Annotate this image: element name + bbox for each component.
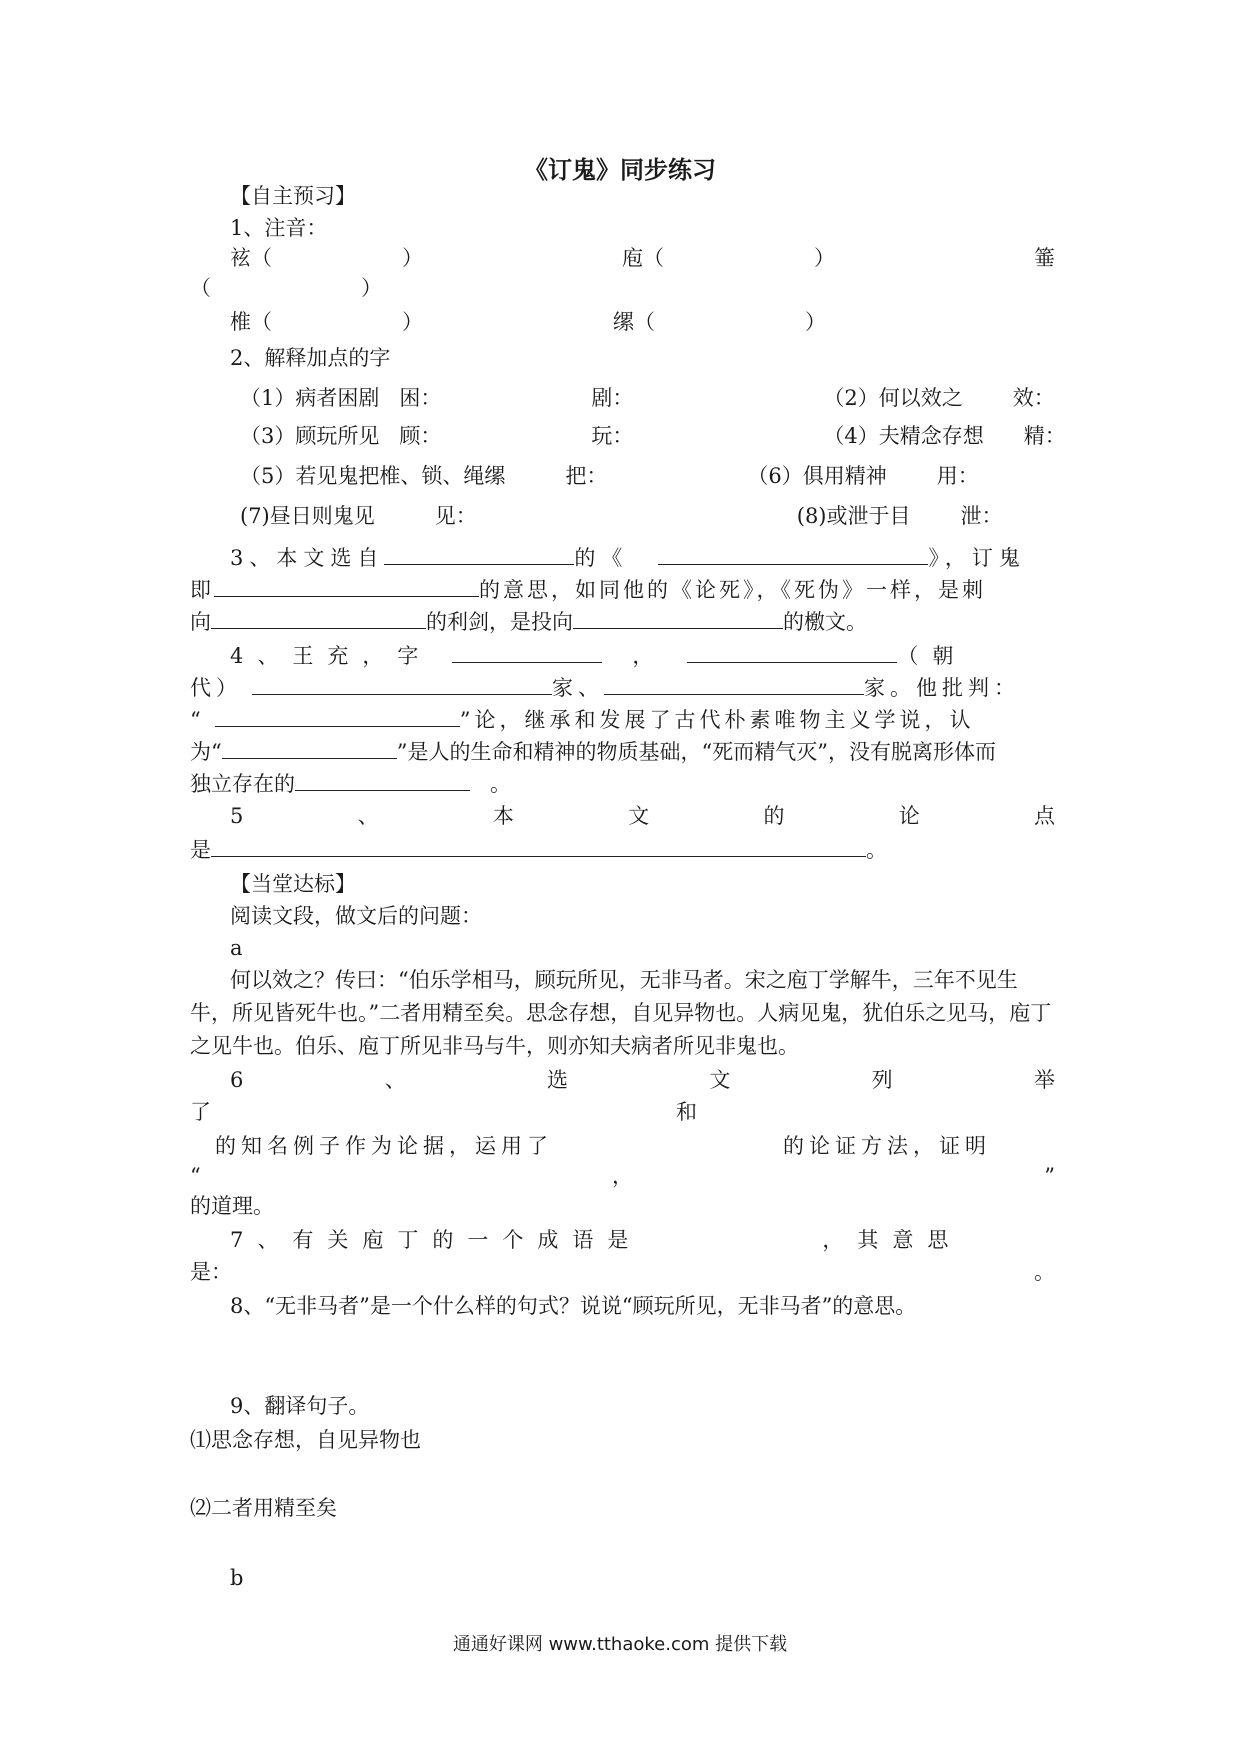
section-heading-classwork: 【当堂达标】 — [230, 872, 356, 896]
reading-instruction: 阅读文段，做文后的问题： — [230, 904, 482, 928]
q4-line-4: 为“ ”是人的生命和精神的物质基础，“死而精气灭”，没有脱离形体而 — [190, 734, 1055, 768]
q2-label: 2、解释加点的字 — [230, 346, 391, 370]
q1-row-1 — [230, 242, 1055, 274]
q7-line-2: 是： 。 — [190, 1260, 1055, 1284]
answer-blank[interactable] — [452, 638, 602, 663]
q1-row-3: 椎（ ） 缧（ ） — [230, 310, 826, 334]
q6-line-1: 6 、 选 文 列 举 — [230, 1068, 1055, 1092]
answer-blank[interactable] — [573, 604, 783, 629]
answer-blank[interactable] — [215, 702, 460, 727]
answer-blank[interactable] — [252, 670, 552, 695]
answer-blank[interactable] — [687, 638, 897, 663]
section-heading-preview: 【自主预习】 — [230, 184, 356, 208]
answer-blank[interactable] — [658, 540, 928, 565]
reading-passage: 何以效之？传曰：“伯乐学相马，顾玩所见，无非马者。宋之庖丁学解牛，三年不见生牛，所见皆死牛也。”二者用精至矣。思念存想，自见异物也。人病见鬼，犹伯乐之见马，庖丁之见牛也。伯乐、庖丁所见非马与牛，则亦知夫病者所见非鬼也。 — [190, 968, 1052, 1058]
q5-line-1: 5 、 本 文 的 论 点 — [230, 804, 1055, 828]
q2-row-4: (7)昼日则鬼见 见： (8)或泄于目 泄： — [240, 504, 1003, 528]
q6-line-4: “ ， ” — [190, 1164, 1055, 1188]
passage-label-b: b — [230, 1566, 244, 1590]
q3-line-3: 向 的利剑，是投向 的檄文。 — [190, 604, 1055, 638]
answer-blank[interactable] — [222, 734, 397, 759]
q1-item: 庖（ ） — [622, 246, 835, 270]
q2-row-3: （5）若见鬼把椎、锁、绳缧 把： （6）俱用精神 用： — [240, 464, 979, 488]
q6-line-3: 的知名例子作为论据，运用了 的论证方法，证明 — [215, 1134, 991, 1158]
q1-item: 袨（ ） — [230, 246, 423, 270]
q6-line-5: 的道理。 — [190, 1194, 274, 1218]
q9-sentence-2: ⑵二者用精至矣 — [190, 1496, 337, 1520]
q4-line-1: 4、王充，字 ， （朝 — [230, 638, 1055, 672]
q4-line-2: 代） 家、 家。他批判： — [190, 670, 1055, 704]
q3-line-1: 3、本文选自 的《 》，订鬼 — [230, 540, 1055, 574]
q4-line-3: “ ”论，继承和发展了古代朴素唯物主义学说，认 — [190, 702, 1055, 736]
q7-line-1: 7、有关庖丁的一个成语是 ，其意思 — [230, 1228, 963, 1252]
answer-blank[interactable] — [295, 766, 470, 791]
q9-label: 9、翻译句子。 — [230, 1394, 370, 1418]
q3-line-2: 即 的意思，如同他的《论死》，《死伪》一样，是刺 — [190, 572, 1055, 606]
answer-blank[interactable] — [211, 832, 866, 857]
page-footer: 通通好课网 www.tthaoke.com 提供下载 — [452, 1634, 788, 1655]
q5-line-2: 是 。 — [190, 832, 1055, 866]
q4-line-5: 独立存在的 。 — [190, 766, 1055, 800]
q6-line-2: 了 和 — [190, 1100, 697, 1124]
q1-row-2: （ ） — [190, 276, 382, 300]
answer-blank[interactable] — [214, 572, 479, 597]
answer-blank[interactable] — [384, 540, 574, 565]
answer-blank[interactable] — [211, 604, 426, 629]
answer-blank[interactable] — [604, 670, 864, 695]
q8-question: 8、“无非马者”是一个什么样的句式？说说“顾玩所见，无非马者”的意思。 — [230, 1294, 917, 1318]
q2-row-2: （3）顾玩所见 顾： 玩： （4）夫精念存想 精： — [240, 424, 1066, 448]
passage-label-a: a — [230, 936, 243, 960]
q2-row-1: （1）病者困剧 困： 剧： （2）何以效之 效： — [240, 386, 1055, 410]
q9-sentence-1: ⑴思念存想，自见异物也 — [190, 1428, 421, 1452]
q1-label: 1、注音： — [230, 216, 328, 240]
q1-item: 箠 — [1034, 246, 1055, 270]
page-title: 《订鬼》同步练习 — [524, 156, 716, 184]
